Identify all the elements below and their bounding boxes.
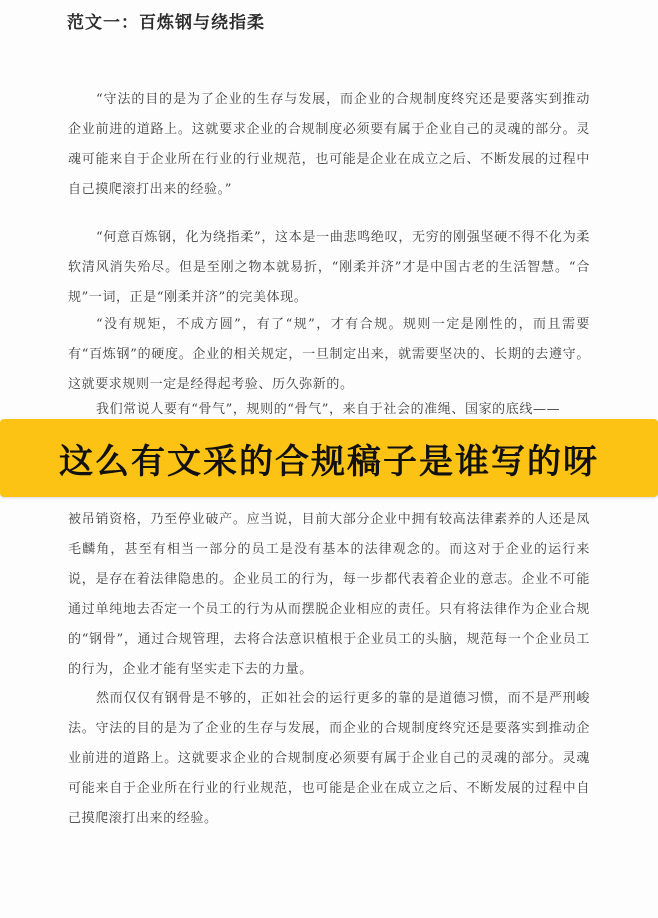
caption-banner	[0, 419, 658, 497]
paragraph: 然而仅仅有钢骨是不够的，正如社会的运行更多的靠的是道德习惯，而不是严刑峻法。守法的目的是为了企业的生存与发展，而企业的合规制度终究还是要落实到推动企业前进的道路上。这就要求企业的合规制度必须要有属于企业自己的灵魂的部分。灵魂可能来自于企业所在行业的行业规范，也可能是企业在成立之后、不断发展的过程中自己摸爬滚打出来的经验。	[68, 691, 590, 826]
paragraph: 我们常说人要有“骨气”，规则的“骨气”，来自于社会的准绳、国家的底线——	[96, 402, 561, 417]
paragraph: 被吊销资格，乃至停业破产。应当说，目前大部分企业中拥有较高法律素养的人还是凤毛麟角，甚至有相当一部分的员工是没有基本的法律观念的。而这对于企业的运行来说，是存在着法律隐患的。企业员工的行为，每一步都代表着企业的意志。企业不可能通过单纯地去否定一个员工的行为从而摆脱企业相应的责任。只有将法律作为企业合规的“钢骨”，通过合规管理，去将合法意识植根于企业员工的头脑，规范每一个企业员工的行为，企业才能有坚实走下去的力量。	[68, 512, 590, 677]
document-title: 范文一：百炼钢与绕指柔	[67, 13, 265, 33]
caption-text: 这么有文采的合规稿子是谁写的呀	[59, 441, 599, 482]
paragraph: “没有规矩，不成方圆”，有了“规”，才有合规。规则一定是刚性的，而且需要有“百炼钢”的硬度。企业的相关规定，一旦制定出来，就需要坚决的、长期的去遵守。这就要求规则一定是经得起考验、历久弥新的。	[68, 317, 590, 392]
paragraph: “何意百炼钢，化为绕指柔”，这本是一曲悲鸣绝叹，无穷的刚强坚硬不得不化为柔软清风消失殆尽。但是至刚之物本就易折，“刚柔并济”才是中国古老的生活智慧。“合规”一词，正是“刚柔并济”的完美体现。	[68, 230, 590, 305]
paragraph: “守法的目的是为了企业的生存与发展，而企业的合规制度终究还是要落实到推动企业前进的道路上。这就要求企业的合规制度必须要有属于企业自己的灵魂的部分。灵魂可能来自于企业所在行业的行业规范，也可能是企业在成立之后、不断发展的过程中自己摸爬滚打出来的经验。”	[68, 92, 590, 197]
